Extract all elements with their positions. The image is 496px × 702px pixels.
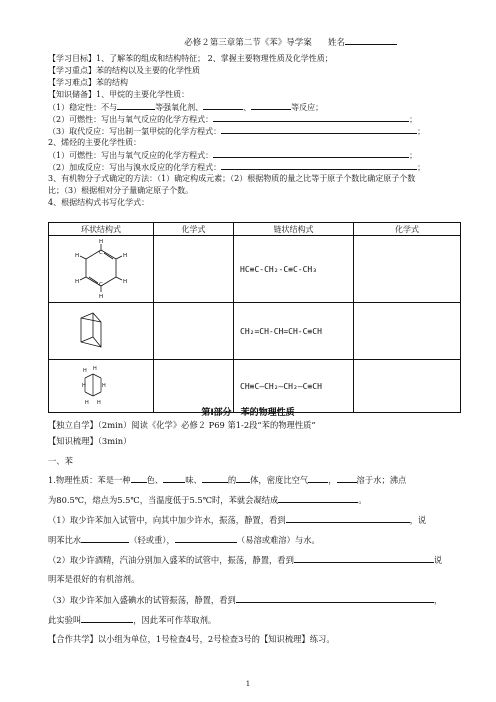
q-text: ； bbox=[417, 163, 426, 172]
answer-blank[interactable] bbox=[308, 474, 328, 483]
chain-structure-3: CH≡C—CH₂—CH₂—C≡CH bbox=[234, 360, 354, 413]
learning-goals: 【学习目标】1、了解苯的组成和结构特征； 2、掌握主要物理性质及化学性质； bbox=[48, 54, 333, 63]
alkene-addition bbox=[48, 161, 425, 173]
q-text: （轻或重）， bbox=[129, 535, 175, 545]
q-text: （2）可燃性：写出与氧气反应的化学方程式： bbox=[48, 115, 214, 124]
svg-text:H: H bbox=[99, 294, 104, 300]
part-heading: 第Ⅰ部分 苯的物理性质 bbox=[201, 408, 295, 418]
ring-structure-2 bbox=[49, 303, 154, 360]
experiment-1-cont bbox=[48, 534, 320, 546]
q-text: 色、 bbox=[146, 475, 164, 485]
svg-text:H: H bbox=[93, 366, 97, 372]
q-text: （1）稳定性：不与 bbox=[48, 103, 118, 112]
page-number: 1 bbox=[245, 680, 251, 688]
q-text: ； bbox=[409, 115, 418, 124]
answer-blank[interactable] bbox=[175, 534, 237, 543]
q-text: 明苯比水 bbox=[48, 535, 82, 545]
svg-text:C: C bbox=[99, 282, 103, 288]
answer-blank[interactable] bbox=[236, 474, 250, 483]
chain-structure-1: HC≡C-CH₂-C≡C-CH₃ bbox=[234, 236, 354, 303]
q-text: 说 bbox=[433, 555, 443, 565]
col-header-ring: 环状结构式 bbox=[49, 223, 154, 236]
formula-method-2: 比；（3）根据相对分子量确定原子个数。 bbox=[48, 186, 194, 195]
answer-blank[interactable] bbox=[251, 101, 291, 110]
prismane-diagram bbox=[49, 303, 153, 357]
answer-blank[interactable] bbox=[221, 161, 417, 170]
q-text: 、 bbox=[243, 103, 252, 112]
q-text: （1）可燃性：写出与氧气反应的化学方程式： bbox=[48, 151, 214, 160]
formula-method-3: 4、根据结构式书写化学式： bbox=[48, 198, 150, 207]
ring-structure-1 bbox=[49, 236, 154, 303]
q-text: ； bbox=[409, 151, 418, 160]
name-blank[interactable] bbox=[345, 36, 397, 45]
q-text: （2）加成反应：写出与溴水反应的化学方程式： bbox=[48, 163, 222, 172]
q-text: （2）取少许酒精，汽油分别加入盛苯的试管中，振荡，静置，看到 bbox=[48, 555, 294, 565]
q-text: ， bbox=[433, 595, 443, 605]
section-benzene: 一、苯 bbox=[48, 456, 73, 466]
q-text: 。 bbox=[358, 495, 367, 505]
name-label: 姓名 bbox=[328, 38, 346, 48]
formula-answer-3[interactable] bbox=[154, 303, 234, 360]
q-text: ， bbox=[328, 475, 337, 485]
answer-blank[interactable] bbox=[213, 149, 409, 158]
q-text: 1.物理性质：苯是一种 bbox=[48, 475, 131, 485]
col-header-chain: 链状结构式 bbox=[234, 223, 354, 236]
svg-text:H: H bbox=[97, 400, 101, 406]
cooperative-study: 【合作共学】以小组为单位，1号检查4号，2号检查3号的【知识梳理】练习。 bbox=[48, 634, 335, 644]
svg-text:H: H bbox=[123, 279, 128, 285]
q-text: 体，密度比空气 bbox=[250, 475, 309, 485]
alkene-combustion bbox=[48, 149, 417, 161]
experiment-1 bbox=[48, 514, 426, 526]
methane-stability bbox=[48, 101, 323, 113]
learning-key-points: 【学习重点】苯的结构以及主要的化学性质 bbox=[48, 66, 200, 75]
answer-blank[interactable] bbox=[81, 534, 129, 543]
answer-blank[interactable] bbox=[236, 594, 434, 603]
q-text: 等反应； bbox=[291, 103, 324, 112]
knowledge-reserve: 【知识储备】1、甲烷的主要化学性质： bbox=[48, 90, 190, 99]
formula-answer-2[interactable] bbox=[354, 236, 461, 303]
col-header-formula-2: 化学式 bbox=[354, 223, 461, 236]
q-text: （3）取少许苯加入盛碘水的试管振荡，静置，看到 bbox=[48, 595, 236, 605]
experiment-3 bbox=[48, 594, 442, 606]
experiment-3-cont bbox=[48, 614, 216, 626]
col-header-formula: 化学式 bbox=[154, 223, 234, 236]
answer-blank[interactable] bbox=[117, 101, 155, 110]
alkene-heading: 2、烯烃的主要化学性质： bbox=[48, 138, 142, 147]
q-text: （易溶或难溶）与水。 bbox=[236, 535, 320, 545]
svg-text:H: H bbox=[83, 368, 87, 374]
chain-structure-2: CH₂=CH-CH=CH-C≡CH bbox=[234, 303, 354, 360]
answer-blank[interactable] bbox=[294, 554, 434, 563]
experiment-2-cont: 明苯是很好的有机溶剂。 bbox=[48, 574, 140, 584]
experiment-2 bbox=[48, 554, 442, 566]
knowledge-sorting: 【知识梳理】（3min） bbox=[48, 436, 132, 446]
self-study: 【独立自学】（2min）阅读《化学》必修２ P69 第1-2段“苯的物理性质” bbox=[48, 420, 316, 430]
q-text: 为80.5℃，熔点为5.5℃，当温度低于5.5℃时，苯就会凝结成 bbox=[48, 495, 279, 505]
answer-blank[interactable] bbox=[337, 474, 357, 483]
structure-table bbox=[48, 222, 461, 413]
methane-substitution bbox=[48, 125, 425, 137]
q-text: 此实验叫 bbox=[48, 615, 82, 625]
methane-combustion bbox=[48, 113, 417, 125]
svg-text:C: C bbox=[99, 250, 103, 256]
svg-text:H: H bbox=[75, 279, 80, 285]
page-title: 必修２第三章第二节《苯》导学案 bbox=[184, 38, 312, 48]
answer-blank[interactable] bbox=[221, 125, 417, 134]
svg-text:H: H bbox=[123, 253, 128, 259]
name-field bbox=[328, 36, 397, 48]
answer-blank[interactable] bbox=[202, 474, 228, 483]
q-text: 等强氧化剂、 bbox=[155, 103, 204, 112]
svg-text:H: H bbox=[75, 253, 80, 259]
answer-blank[interactable] bbox=[203, 101, 243, 110]
answer-blank[interactable] bbox=[163, 474, 185, 483]
answer-blank[interactable] bbox=[278, 494, 358, 503]
q-text: 的 bbox=[227, 475, 237, 485]
phys-property-1 bbox=[48, 474, 406, 486]
q-text: （1）取少许苯加入试管中，向其中加少许水，振荡，静置，看到 bbox=[48, 515, 286, 525]
svg-text:H: H bbox=[102, 383, 106, 389]
q-text: ； bbox=[417, 127, 426, 136]
formula-answer-1[interactable] bbox=[154, 236, 234, 303]
formula-method-1: 3、有机物分子式确定的方法：（1）确定构成元素；（2）根据物质的量之比等于原子个数比确定原子个数 bbox=[48, 174, 416, 183]
learning-difficulty: 【学习难点】苯的结构 bbox=[48, 78, 128, 87]
svg-text:H: H bbox=[82, 383, 86, 389]
answer-blank[interactable] bbox=[286, 514, 410, 523]
q-text: （3）取代反应：写出制一氯甲烷的化学方程式： bbox=[48, 127, 222, 136]
formula-answer-4[interactable] bbox=[354, 303, 461, 360]
answer-blank[interactable] bbox=[213, 113, 409, 122]
q-text: 味、 bbox=[185, 475, 202, 485]
answer-blank[interactable] bbox=[81, 614, 133, 623]
benzene-kekule-diagram bbox=[49, 236, 153, 300]
q-text: ，因此苯可作萃取剂。 bbox=[133, 615, 217, 625]
svg-text:H: H bbox=[99, 239, 104, 245]
dewar-benzene-diagram bbox=[49, 360, 153, 410]
q-text: ，说 bbox=[409, 515, 427, 525]
answer-blank[interactable] bbox=[131, 474, 147, 483]
q-text: 溶于水；沸点 bbox=[356, 475, 407, 485]
phys-property-2 bbox=[48, 494, 367, 506]
svg-text:H: H bbox=[85, 400, 89, 406]
